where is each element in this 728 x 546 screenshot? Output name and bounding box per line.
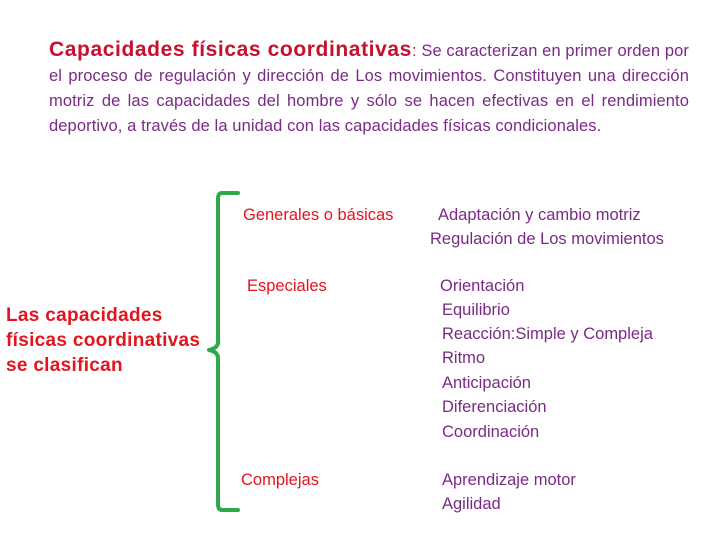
- item-regulacion: Regulación de Los movimientos: [430, 230, 664, 248]
- intro-text: Se caracterizan en primer orden por el proceso de regulación y dirección de Los movimientos. Constituyen una dirección motriz de las capacidades del hombre y sólo se hacen efectivas en el rendimiento deportivo, a través de la unidad con las capacidades físicas condicionales.: [49, 42, 689, 135]
- item-diferenciacion: Diferenciación: [442, 398, 547, 416]
- item-agilidad: Agilidad: [442, 495, 501, 513]
- curly-brace-icon: [205, 190, 245, 516]
- category-especiales: Especiales: [247, 277, 327, 295]
- item-ritmo: Ritmo: [442, 349, 486, 367]
- intro-title: Capacidades físicas coordinativas: [49, 38, 412, 61]
- category-complejas: Complejas: [241, 471, 319, 489]
- item-adaptacion: Adaptación y cambio motriz: [438, 206, 641, 224]
- item-equilibrio: Equilibrio: [442, 301, 510, 319]
- item-anticipacion: Anticipación: [442, 374, 531, 392]
- item-reaccion: Reacción:Simple y Compleja: [442, 325, 653, 343]
- item-coordinacion: Coordinación: [442, 423, 540, 441]
- intro-paragraph: [49, 37, 689, 139]
- item-aprendizaje: Aprendizaje motor: [442, 471, 576, 489]
- category-generales: Generales o básicas: [243, 206, 394, 224]
- classification-label: Las capacidades físicas coordinativas se clasifican: [6, 305, 201, 376]
- intro-colon: :: [411, 42, 417, 60]
- item-orientacion: Orientación: [440, 277, 525, 295]
